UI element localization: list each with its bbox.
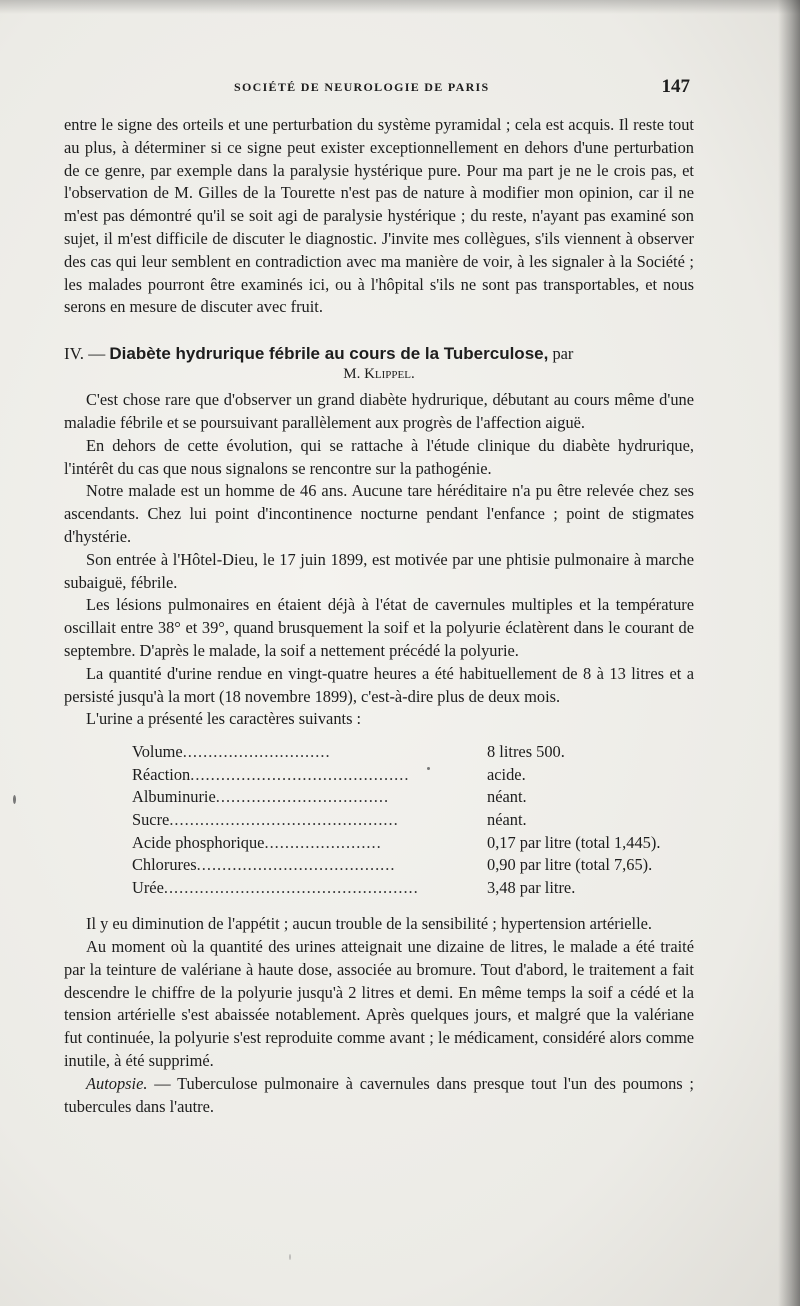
section-title: Diabète hydrurique fébrile au cours de la Tuberculose, (109, 344, 549, 364)
section-by: par (552, 344, 574, 364)
table-row (132, 809, 660, 832)
row-value: 0,17 par litre (total 1,445). (487, 832, 661, 852)
autopsy-text: — Tuberculose pulmonaire à cavernules dans presque tout l'un des poumons ; tubercules dans l'autre. (64, 1073, 694, 1116)
author-prefix: M. (343, 366, 361, 383)
table-row (132, 764, 660, 787)
section-author (64, 364, 694, 385)
paragraph: L'urine a présenté les caractères suivants : (86, 709, 362, 729)
row-label: Acide phosphorique (132, 832, 265, 852)
row-value: néant. (487, 809, 527, 829)
paragraph-autopsy (64, 1073, 694, 1119)
paragraph: En dehors de cette évolution, qui se rattache à l'étude clinique du diabète hydrurique, l'intérêt du cas que nous signalons se rencontre sur la pathogénie. (64, 435, 694, 478)
leader-dots: ....................... (264, 832, 382, 852)
table-row (132, 877, 660, 900)
running-header (64, 76, 690, 98)
urine-characteristics-table (132, 741, 660, 899)
paragraph-continuation: entre le signe des orteils et une perturbation du système pyramidal ; cela est acquis. Il reste tout au plus, à déterminer si ce signe peut exister exceptionnellement en dehors d'une perturbation de ce genre, par exemple dans la paralysie hystérique pure. Pour ma part je ne le crois pas, et l'observation de M. Gilles de la Tourette n'est pas de nature à modifier mon opinion, car il ne m'est pas démontré qu'il se soit agi de paralysie hystérique ; du reste, n'ayant pas examiné son sujet, il m'est difficile de discuter le diagnostic. J'invite mes collègues, s'ils viennent à observer des cas qui leur semblent en contradiction avec ma manière de voir, à les signaler à la Société ; les malades pourront être examinés ici, ou à l'hôpital s'ils ne sont pas transportables, et nous serons en mesure de discuter avec fruit. (64, 115, 694, 317)
section-heading (64, 343, 694, 385)
row-value: acide. (487, 764, 526, 784)
paragraph: Au moment où la quantité des urines atteignait une dizaine de litres, le malade a été traité par la teinture de valériane à haute dose, associée au bromure. Tout d'abord, le traitement a fait descendre le chiffre de la polyurie jusqu'à 2 litres et demi. En même temps la soif a cédé et la tension artérielle s'est abaissée notablement. Après quelques jours, et malgré que la valériane fut continuée, la polyurie s'est reproduite comme avant ; le médicament, considéré alors comme inutile, à été supprimé. (64, 937, 694, 1071)
leader-dots: ............................. (182, 742, 331, 762)
table-row (132, 854, 660, 877)
row-label: Volume (132, 742, 183, 762)
row-value: 0,90 par litre (total 7,65). (487, 855, 653, 875)
scan-speck (289, 1254, 291, 1260)
autopsy-label: Autopsie. (86, 1073, 148, 1093)
leader-dots: .................................. (215, 787, 390, 807)
leader-dots: ....................................... (196, 855, 396, 875)
paragraph: Il y eu diminution de l'appétit ; aucun trouble de la sensibilité ; hypertension artérielle. (86, 914, 652, 934)
row-value: 3,48 par litre. (487, 877, 576, 897)
table-row (132, 832, 660, 855)
row-value: 8 litres 500. (487, 742, 565, 762)
author-name: Klippel. (364, 366, 415, 383)
row-value: néant. (487, 787, 527, 807)
section-number: IV. — (64, 344, 106, 364)
leader-dots: .................................................. (163, 877, 419, 897)
paragraph: Les lésions pulmonaires en étaient déjà à l'état de cavernules multiples et la température oscillait entre 38° et 39°, quand brusquement la soif et la polyurie éclatèrent dans le courant de septembre. D'après le malade, la soif a nettement précédé la polyurie. (64, 595, 694, 660)
table-row (132, 741, 660, 764)
page-shadow-right (778, 0, 800, 1306)
scan-speck (427, 767, 430, 770)
page-number: 147 (661, 76, 690, 97)
leader-dots: ............................................. (169, 809, 399, 829)
paragraph: Notre malade est un homme de 46 ans. Aucune tare héréditaire n'a pu être relevée chez ses ascendants. Chez lui point d'incontinence nocturne pendant l'enfance ; point de stigmates d'hystérie. (64, 481, 694, 546)
scan-speck (13, 795, 16, 804)
paragraph: La quantité d'urine rendue en vingt-quatre heures a été habituellement de 8 à 13 litres et a persisté jusqu'à la mort (18 novembre 1899), c'est-à-dire plus de deux mois. (64, 663, 694, 706)
paragraph: C'est chose rare que d'observer un grand diabète hydrurique, débutant au cours même d'une maladie fébrile et se poursuivant parallèlement aux progrès de l'affection aiguë. (64, 390, 694, 432)
body-text (64, 114, 694, 1118)
row-label: Urée (132, 877, 164, 897)
leader-dots: ........................................... (190, 764, 410, 784)
row-label: Sucre (132, 809, 170, 829)
paragraph: Son entrée à l'Hôtel-Dieu, le 17 juin 1899, est motivée par une phtisie pulmonaire à marche subaiguë, fébrile. (64, 549, 694, 592)
page-shadow-top (0, 0, 800, 14)
row-label: Réaction (132, 764, 191, 784)
row-label: Chlorures (132, 855, 197, 875)
row-label: Albuminurie (132, 787, 216, 807)
table-row (132, 786, 660, 809)
running-title: SOCIÉTÉ DE NEUROLOGIE DE PARIS (234, 80, 490, 94)
